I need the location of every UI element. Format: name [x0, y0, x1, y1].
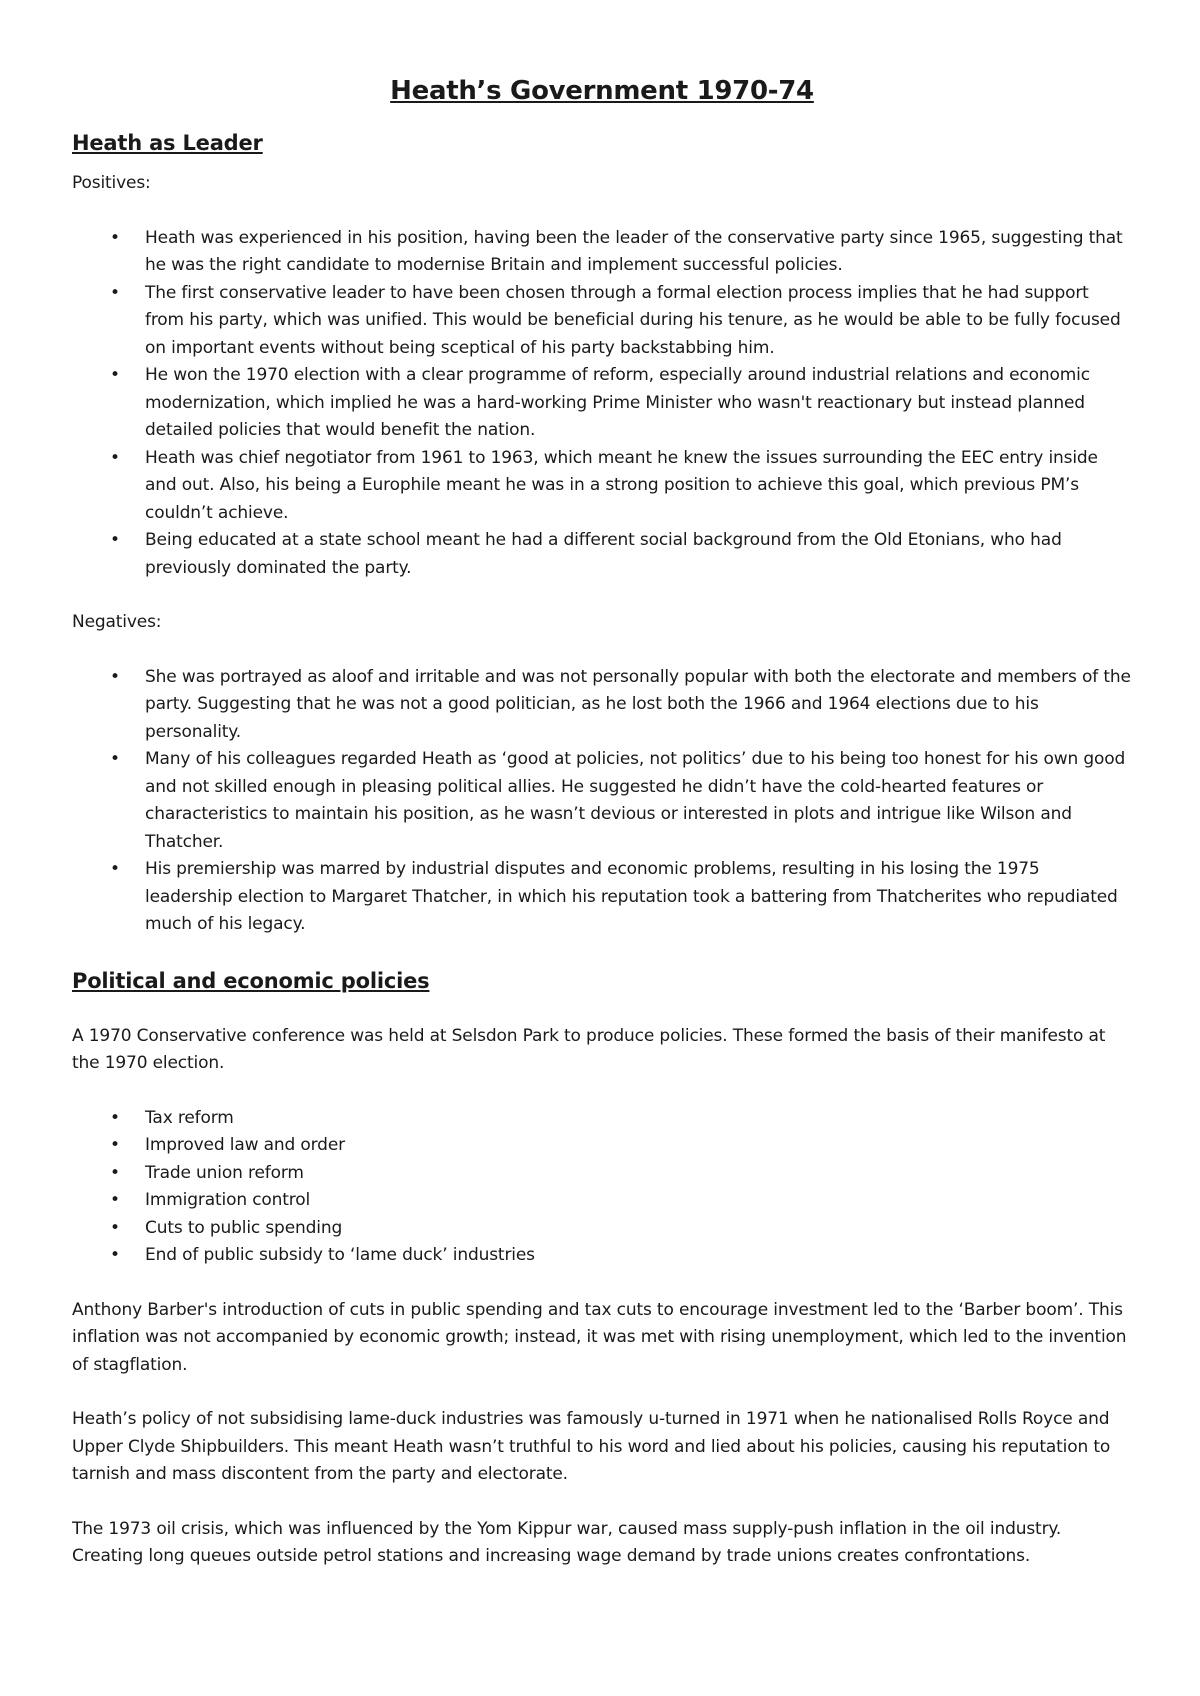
list-item-text: Cuts to public spending	[145, 1217, 343, 1238]
bullet-icon: •	[110, 1245, 120, 1265]
bullet-icon: •	[110, 666, 120, 687]
bullet-icon: •	[110, 1135, 120, 1155]
list-item-text: Trade union reform	[145, 1162, 304, 1183]
list-item	[72, 527, 1132, 582]
list-item-text: Improved law and order	[145, 1135, 345, 1155]
paragraph-lame-duck: Heath’s policy of not subsidising lame-duck industries was famously u-turned in 1971 when he nationalised Rolls Royce and Upper Clyde Shipbuilders. This meant Heath wasn’t truthful to his word and lied about his policies, causing his reputation to tarnish and mass discontent from the party and electorate.	[72, 1409, 1111, 1484]
list-item	[72, 1105, 1132, 1133]
policies-intro: A 1970 Conservative conference was held at Selsdon Park to produce policies. These formed the basis of their manifesto at the 1970 election.	[72, 1025, 1106, 1073]
negatives-list	[72, 664, 1132, 939]
positives-label: Positives:	[72, 173, 151, 193]
negatives-label: Negatives:	[72, 612, 162, 632]
document-body	[72, 74, 1132, 1571]
list-item-text: He won the 1970 election with a clear programme of reform, especially around industrial relations and economic modernization, which implied he was a hard-working Prime Minister who wasn't reactionary but instead planned detailed policies that would benefit the nation.	[145, 365, 1090, 440]
section-heading-policies: Political and economic policies	[72, 968, 430, 993]
paragraph-barber-boom: Anthony Barber's introduction of cuts in public spending and tax cuts to encourage investment led to the ‘Barber boom’. This inflation was not accompanied by economic growth; instead, it was met with rising unemployment, which led to the invention of stagflation.	[72, 1299, 1127, 1375]
list-item-text: Many of his colleagues regarded Heath as ‘good at policies, not politics’ due to his being too honest for his own good and not skilled enough in pleasing political allies. He suggested he didn’t have the cold-hearted features or characteristics to maintain his position, as he wasn’t devious or interested in plots and intrigue like Wilson and Thatcher.	[145, 749, 1126, 852]
list-item-text: His premiership was marred by industrial disputes and economic problems, resulting in his losing the 1975 leadership election to Margaret Thatcher, in which his reputation took a battering from Thatcherites who repudiated much of his legacy.	[145, 859, 1118, 934]
bullet-icon: •	[110, 859, 120, 879]
section-heading-leader: Heath as Leader	[72, 131, 263, 155]
list-item-text: She was portrayed as aloof and irritable and was not personally popular with both the electorate and members of the party. Suggesting that he was not a good politician, as he lost both the 1966 and 1964 elections due to his personality.	[145, 666, 1131, 742]
list-item	[72, 445, 1132, 528]
list-item-text: Tax reform	[145, 1107, 234, 1128]
list-item-text: Immigration control	[145, 1190, 311, 1210]
list-item-text: The first conservative leader to have been chosen through a formal election process implies that he had support from his party, which was unified. This would be beneficial during his tenure, as he would be able to be fully focused on important events without being sceptical of his party backstabbing him.	[145, 282, 1121, 358]
paragraph-oil-crisis: The 1973 oil crisis, which was influenced by the Yom Kippur war, caused mass supply-push inflation in the oil industry. Creating long queues outside petrol stations and increasing wage demand by trade unions creates confrontations.	[72, 1518, 1062, 1566]
list-item-text: Heath was experienced in his position, having been the leader of the conservative party since 1965, suggesting that he was the right candidate to modernise Britain and implement successful policies.	[145, 227, 1123, 275]
list-item	[72, 280, 1132, 363]
list-item	[72, 1187, 1132, 1215]
bullet-icon: •	[110, 1162, 120, 1183]
list-item	[72, 1215, 1132, 1243]
bullet-icon: •	[110, 530, 120, 550]
list-item	[72, 1132, 1132, 1160]
list-item	[72, 225, 1132, 280]
bullet-icon: •	[110, 447, 120, 468]
bullet-icon: •	[110, 1107, 120, 1128]
document-title: Heath’s Government 1970-74	[390, 76, 814, 106]
list-item	[72, 856, 1132, 939]
bullet-icon: •	[110, 1190, 120, 1210]
policies-list	[72, 1105, 1132, 1270]
list-item-text: Being educated at a state school meant he had a different social background from the Old Etonians, who had previously dominated the party.	[145, 530, 1062, 578]
bullet-icon: •	[110, 227, 120, 248]
bullet-icon: •	[110, 365, 120, 385]
list-item	[72, 746, 1132, 856]
bullet-icon: •	[110, 282, 120, 303]
list-item	[72, 1160, 1132, 1188]
bullet-icon: •	[110, 749, 120, 769]
list-item-text: End of public subsidy to ‘lame duck’ industries	[145, 1245, 535, 1265]
bullet-icon: •	[110, 1217, 120, 1238]
list-item	[72, 1242, 1132, 1270]
positives-list	[72, 225, 1132, 583]
list-item-text: Heath was chief negotiator from 1961 to 1963, which meant he knew the issues surrounding the EEC entry inside and out. Also, his being a Europhile meant he was in a strong position to achieve this goal, which previous PM’s couldn’t achieve.	[145, 447, 1098, 523]
list-item	[72, 664, 1132, 747]
list-item	[72, 362, 1132, 445]
